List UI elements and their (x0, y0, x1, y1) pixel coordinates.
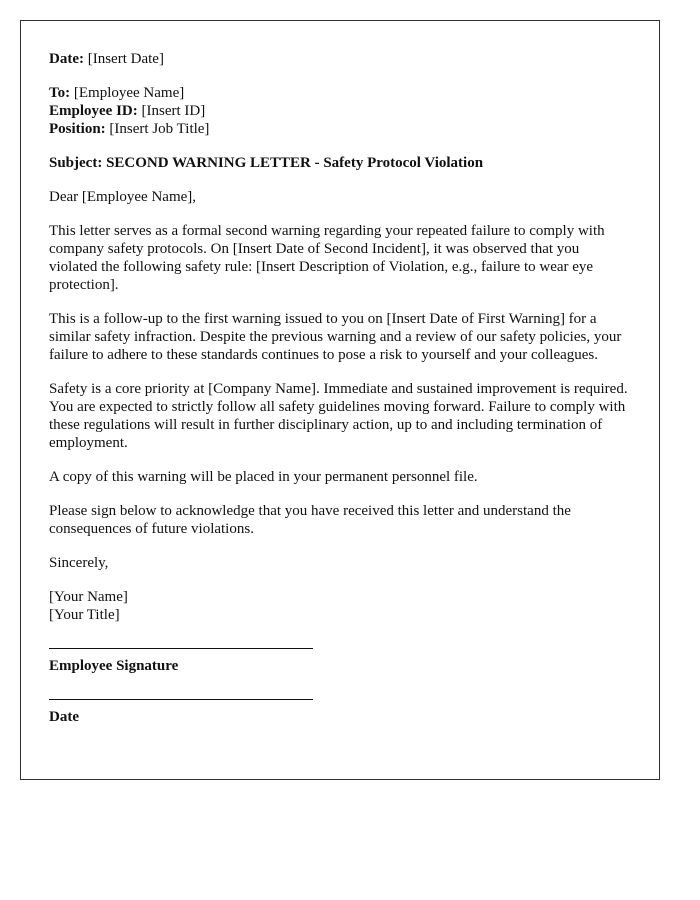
sender-title: [Your Title] (49, 607, 120, 623)
subject-line: Subject: SECOND WARNING LETTER - Safety Protocol Violation (49, 155, 484, 171)
date-value: [Insert Date] (83, 51, 164, 67)
employee-id-value: [Insert ID] (137, 103, 206, 119)
sender-name: [Your Name] (49, 589, 128, 605)
date-signature-line (49, 699, 313, 700)
employee-id-label: Employee ID: (49, 103, 138, 119)
recipient-block (49, 84, 631, 138)
position-label: Position: (49, 121, 106, 137)
paragraph-3: Safety is a core priority at [Company Name]. Immediate and sustained improvement is required. You are expected to strictly follow all safety guidelines moving forward. Failure to comply with these regulations will result in further disciplinary action, up to and including termination of employment. (49, 381, 628, 451)
employee-id-line (49, 102, 631, 120)
date-label: Date: (49, 51, 84, 67)
salutation: Dear [Employee Name], (49, 189, 197, 205)
paragraph-5: Please sign below to acknowledge that you have received this letter and understand the consequences of future violations. (49, 503, 571, 537)
position-line (49, 120, 631, 138)
paragraph-1: This letter serves as a formal second warning regarding your repeated failure to comply with company safety protocols. On [Insert Date of Second Incident], it was observed that you violated the following safety rule: [Insert Description of Violation, e.g., failure to wear eye protection]. (49, 223, 605, 293)
warning-letter (20, 20, 660, 780)
date-line (49, 50, 631, 68)
employee-signature-label: Employee Signature (49, 658, 179, 674)
date-signature-label: Date (49, 709, 79, 725)
paragraph-2: This is a follow-up to the first warning issued to you on [Insert Date of First Warning] for a similar safety infraction. Despite the previous warning and a review of our safety policies, your failure to adhere to these standards continues to pose a risk to yourself and your colleagues. (49, 311, 622, 363)
sender-block (49, 588, 631, 624)
to-line (49, 84, 631, 102)
paragraph-4: A copy of this warning will be placed in your permanent personnel file. (49, 469, 478, 485)
to-label: To: (49, 85, 71, 101)
employee-signature-line (49, 648, 313, 649)
closing: Sincerely, (49, 555, 109, 571)
position-value: [Insert Job Title] (105, 121, 210, 137)
to-value: [Employee Name] (70, 85, 185, 101)
